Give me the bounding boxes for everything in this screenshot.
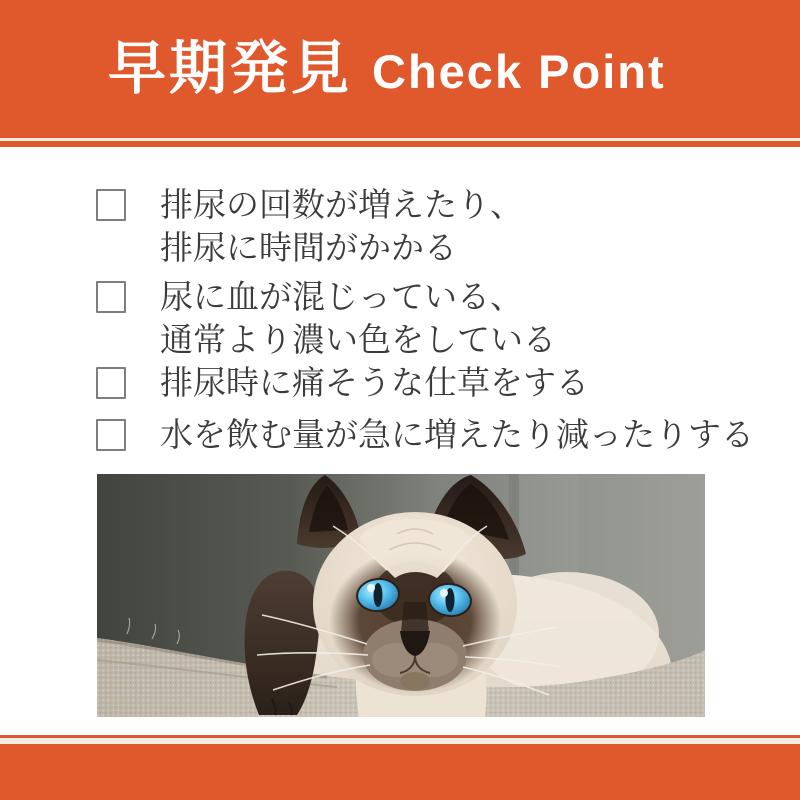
header-divider-orange	[0, 141, 800, 147]
checklist-item-2	[96, 275, 556, 361]
page-title	[108, 0, 666, 138]
cat-photo	[97, 474, 705, 717]
checklist-item-line: 通常より濃い色をしている	[160, 321, 556, 358]
checklist-item-text	[160, 361, 589, 404]
checklist-item-text	[160, 183, 523, 269]
page-title-english: Check Point	[372, 45, 666, 98]
checkbox-icon[interactable]	[96, 281, 126, 313]
checklist-item-3	[96, 361, 589, 404]
footer-band	[0, 744, 800, 800]
header-band	[0, 0, 800, 138]
checklist-item-text	[160, 275, 556, 361]
checklist-item-line: 排尿時に痛そうな仕草をする	[160, 364, 589, 401]
checklist-item-text	[160, 413, 754, 456]
checkbox-icon[interactable]	[96, 367, 126, 399]
cat-head	[313, 512, 517, 696]
checklist-item-line: 排尿の回数が増えたり、	[160, 186, 523, 223]
page-title-japanese: 早期発見	[108, 36, 353, 101]
checklist-item-line: 水を飲む量が急に増えたり減ったりする	[160, 416, 754, 453]
siamese-cat-illustration	[97, 474, 705, 717]
checkbox-icon[interactable]	[96, 419, 126, 451]
checklist-item-line: 排尿に時間がかかる	[160, 229, 457, 266]
checkbox-icon[interactable]	[96, 189, 126, 221]
checklist-item-1	[96, 183, 523, 269]
checklist-item-line: 尿に血が混じっている、	[160, 278, 523, 315]
checklist-item-4	[96, 413, 754, 456]
